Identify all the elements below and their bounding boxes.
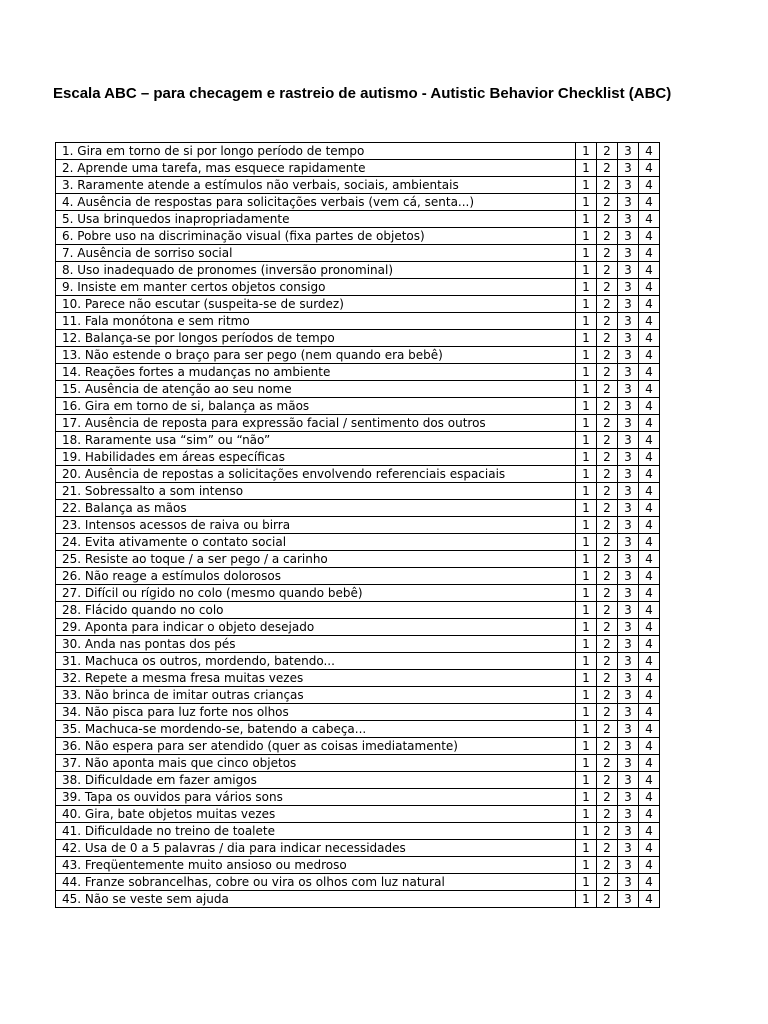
score-option[interactable]: 4 bbox=[639, 585, 660, 602]
score-option[interactable]: 2 bbox=[597, 211, 618, 228]
score-option[interactable]: 1 bbox=[576, 194, 597, 211]
score-option[interactable]: 4 bbox=[639, 874, 660, 891]
score-option[interactable]: 3 bbox=[618, 466, 639, 483]
score-option[interactable]: 4 bbox=[639, 891, 660, 908]
score-option[interactable]: 4 bbox=[639, 143, 660, 160]
score-option[interactable]: 4 bbox=[639, 449, 660, 466]
item-text: 3. Raramente atende a estímulos não verbais, sociais, ambientais bbox=[56, 177, 576, 194]
score-option[interactable]: 2 bbox=[597, 364, 618, 381]
score-option[interactable]: 3 bbox=[618, 704, 639, 721]
score-option[interactable]: 2 bbox=[597, 891, 618, 908]
score-option[interactable]: 2 bbox=[597, 449, 618, 466]
score-option[interactable]: 2 bbox=[597, 721, 618, 738]
table-row bbox=[56, 653, 660, 670]
score-option[interactable]: 2 bbox=[597, 755, 618, 772]
score-option[interactable]: 2 bbox=[597, 636, 618, 653]
score-option[interactable]: 1 bbox=[576, 585, 597, 602]
item-text: 18. Raramente usa “sim” ou “não” bbox=[56, 432, 576, 449]
score-option[interactable]: 2 bbox=[597, 568, 618, 585]
score-option[interactable]: 1 bbox=[576, 160, 597, 177]
score-option[interactable]: 2 bbox=[597, 738, 618, 755]
item-text: 4. Ausência de respostas para solicitações verbais (vem cá, senta...) bbox=[56, 194, 576, 211]
item-text: 7. Ausência de sorriso social bbox=[56, 245, 576, 262]
table-row bbox=[56, 330, 660, 347]
table-row bbox=[56, 840, 660, 857]
score-option[interactable]: 2 bbox=[597, 823, 618, 840]
table-row bbox=[56, 874, 660, 891]
score-option[interactable]: 1 bbox=[576, 534, 597, 551]
score-option[interactable]: 1 bbox=[576, 483, 597, 500]
table-row bbox=[56, 143, 660, 160]
table-row bbox=[56, 823, 660, 840]
score-option[interactable]: 1 bbox=[576, 500, 597, 517]
score-option[interactable]: 3 bbox=[618, 364, 639, 381]
table-row bbox=[56, 415, 660, 432]
score-option[interactable]: 4 bbox=[639, 500, 660, 517]
score-option[interactable]: 3 bbox=[618, 330, 639, 347]
score-option[interactable]: 2 bbox=[597, 585, 618, 602]
score-option[interactable]: 2 bbox=[597, 840, 618, 857]
score-option[interactable]: 1 bbox=[576, 330, 597, 347]
score-option[interactable]: 4 bbox=[639, 619, 660, 636]
score-option[interactable]: 2 bbox=[597, 602, 618, 619]
table-row bbox=[56, 517, 660, 534]
score-option[interactable]: 4 bbox=[639, 330, 660, 347]
score-option[interactable]: 4 bbox=[639, 160, 660, 177]
item-text: 19. Habilidades em áreas específicas bbox=[56, 449, 576, 466]
score-option[interactable]: 1 bbox=[576, 857, 597, 874]
score-option[interactable]: 1 bbox=[576, 517, 597, 534]
score-option[interactable]: 4 bbox=[639, 517, 660, 534]
item-text: 17. Ausência de reposta para expressão facial / sentimento dos outros bbox=[56, 415, 576, 432]
score-option[interactable]: 3 bbox=[618, 160, 639, 177]
item-text: 20. Ausência de repostas a solicitações envolvendo referenciais espaciais bbox=[56, 466, 576, 483]
score-option[interactable]: 1 bbox=[576, 670, 597, 687]
score-option[interactable]: 3 bbox=[618, 313, 639, 330]
score-option[interactable]: 1 bbox=[576, 704, 597, 721]
item-text: 13. Não estende o braço para ser pego (nem quando era bebê) bbox=[56, 347, 576, 364]
table-row bbox=[56, 466, 660, 483]
score-option[interactable]: 3 bbox=[618, 619, 639, 636]
score-option[interactable]: 3 bbox=[618, 245, 639, 262]
score-option[interactable]: 4 bbox=[639, 415, 660, 432]
score-option[interactable]: 1 bbox=[576, 398, 597, 415]
score-option[interactable]: 3 bbox=[618, 449, 639, 466]
score-option[interactable]: 1 bbox=[576, 245, 597, 262]
score-option[interactable]: 1 bbox=[576, 364, 597, 381]
score-option[interactable]: 1 bbox=[576, 891, 597, 908]
score-option[interactable]: 3 bbox=[618, 381, 639, 398]
score-option[interactable]: 3 bbox=[618, 721, 639, 738]
score-option[interactable]: 2 bbox=[597, 432, 618, 449]
score-option[interactable]: 1 bbox=[576, 551, 597, 568]
item-text: 1. Gira em torno de si por longo período de tempo bbox=[56, 143, 576, 160]
table-row bbox=[56, 194, 660, 211]
score-option[interactable]: 3 bbox=[618, 194, 639, 211]
score-option[interactable]: 1 bbox=[576, 755, 597, 772]
item-text: 9. Insiste em manter certos objetos consigo bbox=[56, 279, 576, 296]
score-option[interactable]: 2 bbox=[597, 160, 618, 177]
score-option[interactable]: 2 bbox=[597, 296, 618, 313]
score-option[interactable]: 1 bbox=[576, 415, 597, 432]
score-option[interactable]: 1 bbox=[576, 721, 597, 738]
score-option[interactable]: 2 bbox=[597, 857, 618, 874]
table-row bbox=[56, 755, 660, 772]
score-option[interactable]: 3 bbox=[618, 143, 639, 160]
score-option[interactable]: 4 bbox=[639, 670, 660, 687]
table-row bbox=[56, 551, 660, 568]
item-text: 30. Anda nas pontas dos pés bbox=[56, 636, 576, 653]
item-text: 28. Flácido quando no colo bbox=[56, 602, 576, 619]
score-option[interactable]: 3 bbox=[618, 262, 639, 279]
score-option[interactable]: 3 bbox=[618, 500, 639, 517]
score-option[interactable]: 4 bbox=[639, 857, 660, 874]
score-option[interactable]: 3 bbox=[618, 534, 639, 551]
item-text: 32. Repete a mesma fresa muitas vezes bbox=[56, 670, 576, 687]
score-option[interactable]: 4 bbox=[639, 177, 660, 194]
score-option[interactable]: 1 bbox=[576, 432, 597, 449]
score-option[interactable]: 2 bbox=[597, 551, 618, 568]
score-option[interactable]: 3 bbox=[618, 874, 639, 891]
score-option[interactable]: 3 bbox=[618, 687, 639, 704]
score-option[interactable]: 3 bbox=[618, 398, 639, 415]
score-option[interactable]: 4 bbox=[639, 704, 660, 721]
item-text: 27. Difícil ou rígido no colo (mesmo quando bebê) bbox=[56, 585, 576, 602]
score-option[interactable]: 1 bbox=[576, 296, 597, 313]
checklist-table bbox=[55, 142, 660, 908]
item-text: 2. Aprende uma tarefa, mas esquece rapidamente bbox=[56, 160, 576, 177]
score-option[interactable]: 1 bbox=[576, 381, 597, 398]
table-row bbox=[56, 568, 660, 585]
score-option[interactable]: 1 bbox=[576, 806, 597, 823]
table-row bbox=[56, 636, 660, 653]
table-row bbox=[56, 738, 660, 755]
item-text: 36. Não espera para ser atendido (quer as coisas imediatamente) bbox=[56, 738, 576, 755]
item-text: 35. Machuca-se mordendo-se, batendo a cabeça... bbox=[56, 721, 576, 738]
score-option[interactable]: 3 bbox=[618, 551, 639, 568]
score-option[interactable]: 1 bbox=[576, 687, 597, 704]
score-option[interactable]: 1 bbox=[576, 874, 597, 891]
score-option[interactable]: 4 bbox=[639, 279, 660, 296]
table-row bbox=[56, 228, 660, 245]
score-option[interactable]: 3 bbox=[618, 857, 639, 874]
score-option[interactable]: 4 bbox=[639, 636, 660, 653]
score-option[interactable]: 2 bbox=[597, 279, 618, 296]
table-row bbox=[56, 347, 660, 364]
table-row bbox=[56, 449, 660, 466]
score-option[interactable]: 2 bbox=[597, 194, 618, 211]
score-option[interactable]: 1 bbox=[576, 279, 597, 296]
score-option[interactable]: 1 bbox=[576, 211, 597, 228]
score-option[interactable]: 2 bbox=[597, 483, 618, 500]
table-row bbox=[56, 789, 660, 806]
table-row bbox=[56, 279, 660, 296]
score-option[interactable]: 4 bbox=[639, 262, 660, 279]
score-option[interactable]: 2 bbox=[597, 143, 618, 160]
item-text: 11. Fala monótona e sem ritmo bbox=[56, 313, 576, 330]
score-option[interactable]: 3 bbox=[618, 483, 639, 500]
item-text: 5. Usa brinquedos inapropriadamente bbox=[56, 211, 576, 228]
score-option[interactable]: 4 bbox=[639, 245, 660, 262]
item-text: 24. Evita ativamente o contato social bbox=[56, 534, 576, 551]
score-option[interactable]: 2 bbox=[597, 228, 618, 245]
score-option[interactable]: 4 bbox=[639, 211, 660, 228]
score-option[interactable]: 3 bbox=[618, 228, 639, 245]
score-option[interactable]: 4 bbox=[639, 313, 660, 330]
score-option[interactable]: 4 bbox=[639, 568, 660, 585]
score-option[interactable]: 2 bbox=[597, 466, 618, 483]
score-option[interactable]: 1 bbox=[576, 772, 597, 789]
table-row bbox=[56, 160, 660, 177]
item-text: 16. Gira em torno de si, balança as mãos bbox=[56, 398, 576, 415]
score-option[interactable]: 4 bbox=[639, 296, 660, 313]
item-text: 12. Balança-se por longos períodos de tempo bbox=[56, 330, 576, 347]
score-option[interactable]: 2 bbox=[597, 415, 618, 432]
score-option[interactable]: 1 bbox=[576, 466, 597, 483]
score-option[interactable]: 4 bbox=[639, 551, 660, 568]
score-option[interactable]: 2 bbox=[597, 313, 618, 330]
score-option[interactable]: 1 bbox=[576, 228, 597, 245]
item-text: 40. Gira, bate objetos muitas vezes bbox=[56, 806, 576, 823]
score-option[interactable]: 4 bbox=[639, 687, 660, 704]
score-option[interactable]: 3 bbox=[618, 279, 639, 296]
table-row bbox=[56, 245, 660, 262]
score-option[interactable]: 1 bbox=[576, 653, 597, 670]
score-option[interactable]: 1 bbox=[576, 636, 597, 653]
item-text: 39. Tapa os ouvidos para vários sons bbox=[56, 789, 576, 806]
score-option[interactable]: 3 bbox=[618, 602, 639, 619]
score-option[interactable]: 2 bbox=[597, 704, 618, 721]
score-option[interactable]: 2 bbox=[597, 806, 618, 823]
score-option[interactable]: 2 bbox=[597, 670, 618, 687]
score-option[interactable]: 1 bbox=[576, 840, 597, 857]
table-row bbox=[56, 721, 660, 738]
score-option[interactable]: 2 bbox=[597, 789, 618, 806]
score-option[interactable]: 4 bbox=[639, 483, 660, 500]
score-option[interactable]: 3 bbox=[618, 296, 639, 313]
table-row bbox=[56, 687, 660, 704]
score-option[interactable]: 1 bbox=[576, 738, 597, 755]
table-row bbox=[56, 177, 660, 194]
score-option[interactable]: 3 bbox=[618, 568, 639, 585]
item-text: 15. Ausência de atenção ao seu nome bbox=[56, 381, 576, 398]
score-option[interactable]: 4 bbox=[639, 840, 660, 857]
score-option[interactable]: 4 bbox=[639, 602, 660, 619]
score-option[interactable]: 4 bbox=[639, 228, 660, 245]
score-option[interactable]: 2 bbox=[597, 653, 618, 670]
score-option[interactable]: 2 bbox=[597, 398, 618, 415]
score-option[interactable]: 1 bbox=[576, 347, 597, 364]
item-text: 25. Resiste ao toque / a ser pego / a carinho bbox=[56, 551, 576, 568]
score-option[interactable]: 4 bbox=[639, 381, 660, 398]
score-option[interactable]: 3 bbox=[618, 636, 639, 653]
table-row bbox=[56, 381, 660, 398]
score-option[interactable]: 1 bbox=[576, 313, 597, 330]
page-title: Escala ABC – para checagem e rastreio de autismo - Autistic Behavior Checklist (ABC) bbox=[53, 85, 672, 102]
item-text: 33. Não brinca de imitar outras crianças bbox=[56, 687, 576, 704]
score-option[interactable]: 3 bbox=[618, 772, 639, 789]
score-option[interactable]: 3 bbox=[618, 738, 639, 755]
score-option[interactable]: 3 bbox=[618, 670, 639, 687]
score-option[interactable]: 3 bbox=[618, 347, 639, 364]
table-row bbox=[56, 585, 660, 602]
score-option[interactable]: 4 bbox=[639, 466, 660, 483]
table-row bbox=[56, 806, 660, 823]
table-row bbox=[56, 364, 660, 381]
table-row bbox=[56, 313, 660, 330]
score-option[interactable]: 3 bbox=[618, 891, 639, 908]
score-option[interactable]: 2 bbox=[597, 772, 618, 789]
item-text: 6. Pobre uso na discriminação visual (fixa partes de objetos) bbox=[56, 228, 576, 245]
score-option[interactable]: 2 bbox=[597, 687, 618, 704]
item-text: 38. Dificuldade em fazer amigos bbox=[56, 772, 576, 789]
score-option[interactable]: 4 bbox=[639, 823, 660, 840]
score-option[interactable]: 4 bbox=[639, 432, 660, 449]
item-text: 14. Reações fortes a mudanças no ambiente bbox=[56, 364, 576, 381]
score-option[interactable]: 2 bbox=[597, 517, 618, 534]
score-option[interactable]: 4 bbox=[639, 653, 660, 670]
table-row bbox=[56, 398, 660, 415]
item-text: 42. Usa de 0 a 5 palavras / dia para indicar necessidades bbox=[56, 840, 576, 857]
score-option[interactable]: 1 bbox=[576, 602, 597, 619]
item-text: 22. Balança as mãos bbox=[56, 500, 576, 517]
score-option[interactable]: 2 bbox=[597, 381, 618, 398]
score-option[interactable]: 3 bbox=[618, 653, 639, 670]
score-option[interactable]: 2 bbox=[597, 874, 618, 891]
table-row bbox=[56, 500, 660, 517]
table-row bbox=[56, 602, 660, 619]
score-option[interactable]: 3 bbox=[618, 585, 639, 602]
item-text: 26. Não reage a estímulos dolorosos bbox=[56, 568, 576, 585]
score-option[interactable]: 4 bbox=[639, 789, 660, 806]
score-option[interactable]: 3 bbox=[618, 432, 639, 449]
score-option[interactable]: 2 bbox=[597, 347, 618, 364]
score-option[interactable]: 2 bbox=[597, 534, 618, 551]
score-option[interactable]: 2 bbox=[597, 500, 618, 517]
score-option[interactable]: 2 bbox=[597, 619, 618, 636]
score-option[interactable]: 4 bbox=[639, 721, 660, 738]
table-row bbox=[56, 211, 660, 228]
score-option[interactable]: 1 bbox=[576, 568, 597, 585]
score-option[interactable]: 3 bbox=[618, 177, 639, 194]
table-row bbox=[56, 857, 660, 874]
item-text: 10. Parece não escutar (suspeita-se de surdez) bbox=[56, 296, 576, 313]
score-option[interactable]: 4 bbox=[639, 806, 660, 823]
score-option[interactable]: 3 bbox=[618, 755, 639, 772]
item-text: 37. Não aponta mais que cinco objetos bbox=[56, 755, 576, 772]
table-row bbox=[56, 772, 660, 789]
score-option[interactable]: 3 bbox=[618, 806, 639, 823]
table-row bbox=[56, 534, 660, 551]
score-option[interactable]: 3 bbox=[618, 211, 639, 228]
item-text: 23. Intensos acessos de raiva ou birra bbox=[56, 517, 576, 534]
score-option[interactable]: 4 bbox=[639, 755, 660, 772]
table-row bbox=[56, 432, 660, 449]
score-option[interactable]: 3 bbox=[618, 840, 639, 857]
item-text: 8. Uso inadequado de pronomes (inversão pronominal) bbox=[56, 262, 576, 279]
item-text: 43. Freqüentemente muito ansioso ou medroso bbox=[56, 857, 576, 874]
score-option[interactable]: 3 bbox=[618, 415, 639, 432]
score-option[interactable]: 3 bbox=[618, 823, 639, 840]
score-option[interactable]: 1 bbox=[576, 143, 597, 160]
score-option[interactable]: 3 bbox=[618, 789, 639, 806]
score-option[interactable]: 4 bbox=[639, 534, 660, 551]
score-option[interactable]: 3 bbox=[618, 517, 639, 534]
table-row bbox=[56, 891, 660, 908]
item-text: 29. Aponta para indicar o objeto desejado bbox=[56, 619, 576, 636]
table-row bbox=[56, 296, 660, 313]
table-row bbox=[56, 483, 660, 500]
score-option[interactable]: 1 bbox=[576, 823, 597, 840]
item-text: 45. Não se veste sem ajuda bbox=[56, 891, 576, 908]
item-text: 21. Sobressalto a som intenso bbox=[56, 483, 576, 500]
score-option[interactable]: 4 bbox=[639, 772, 660, 789]
item-text: 41. Dificuldade no treino de toalete bbox=[56, 823, 576, 840]
score-option[interactable]: 1 bbox=[576, 262, 597, 279]
score-option[interactable]: 2 bbox=[597, 262, 618, 279]
item-text: 31. Machuca os outros, mordendo, batendo... bbox=[56, 653, 576, 670]
checklist-body bbox=[56, 143, 660, 908]
item-text: 34. Não pisca para luz forte nos olhos bbox=[56, 704, 576, 721]
table-row bbox=[56, 262, 660, 279]
score-option[interactable]: 1 bbox=[576, 449, 597, 466]
score-option[interactable]: 4 bbox=[639, 364, 660, 381]
table-row bbox=[56, 619, 660, 636]
table-row bbox=[56, 704, 660, 721]
score-option[interactable]: 1 bbox=[576, 789, 597, 806]
score-option[interactable]: 2 bbox=[597, 330, 618, 347]
score-option[interactable]: 2 bbox=[597, 177, 618, 194]
score-option[interactable]: 2 bbox=[597, 245, 618, 262]
score-option[interactable]: 4 bbox=[639, 398, 660, 415]
score-option[interactable]: 1 bbox=[576, 177, 597, 194]
table-row bbox=[56, 670, 660, 687]
item-text: 44. Franze sobrancelhas, cobre ou vira os olhos com luz natural bbox=[56, 874, 576, 891]
score-option[interactable]: 4 bbox=[639, 738, 660, 755]
score-option[interactable]: 4 bbox=[639, 194, 660, 211]
score-option[interactable]: 1 bbox=[576, 619, 597, 636]
score-option[interactable]: 4 bbox=[639, 347, 660, 364]
